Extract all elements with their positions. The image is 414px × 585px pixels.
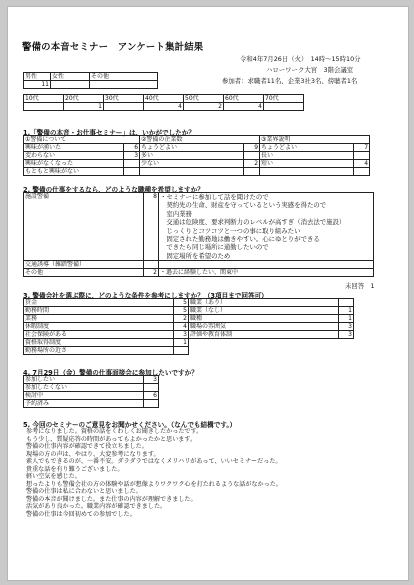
age-value: [24, 103, 64, 111]
q1-count: [244, 168, 260, 176]
q1-option: 少ない: [140, 160, 244, 168]
age-value: [264, 103, 304, 111]
q5-comments: [26, 428, 282, 518]
q4-option: 予約済み: [24, 400, 144, 408]
q3-title: 3. 警備会社を選ぶ際に、どのような条件を参考にしますか？（3項目まで回答可）: [23, 292, 268, 300]
q2-reason: 交通は危険度、要求判断力のレベルが高すぎ（消去法で施設）: [160, 218, 346, 227]
q1-header: ③業界説明: [260, 136, 370, 144]
comment-line: 素人でもできるのが、一番不安。ダラダラではなくメリハリがあって、いいセミナーだった。: [26, 458, 282, 465]
q4-count: 6: [144, 392, 159, 400]
age-header: 20代: [64, 95, 104, 103]
q4-count: [144, 400, 159, 408]
age-header: 40代: [144, 95, 184, 103]
q3-option: 職業（あり）: [189, 299, 339, 307]
q3-option: 賃金: [24, 299, 174, 307]
event-date: 令和4年7月26日（火） 14時～15時10分: [240, 55, 361, 63]
q5-title: 5. 今回のセミナーのご意見をお聞かせください。（なんでも結構です。）: [23, 421, 237, 429]
q1-count: [124, 168, 140, 176]
comment-line: 貴重な話を有り難うございました。: [26, 465, 124, 473]
attendee-summary: 参加者：求職者11名、企業3社3名、傍聴者1名: [222, 77, 358, 85]
q2-count: 2: [144, 269, 159, 277]
q4-option: 検討中: [24, 392, 144, 400]
q1-option: [140, 168, 244, 176]
age-value: 4: [144, 103, 184, 111]
q3-count: 1: [339, 315, 354, 323]
comment-line: 想ったよりも警備会社の方の体験や話が想像よりワクワク心を打たれるような話がなかった。: [26, 480, 282, 488]
gender-value: [90, 81, 158, 89]
q1-count: 3: [124, 152, 140, 160]
comment-line: もう少し、質疑応答の時間があってもよかったかと思います。: [26, 435, 197, 443]
age-table: [23, 94, 304, 111]
q1-option: 興味が湧いた: [24, 144, 124, 152]
comment-line: 参考になりました。資格の話をくわしくお聞きしたかったです。: [26, 428, 203, 435]
q3-count: 3: [339, 331, 354, 339]
comment-line: 警備の仕事内容が確認できて役立ちました。: [26, 443, 148, 450]
q2-reasons: [159, 261, 374, 269]
q3-option: 勤務場所の近さ: [24, 347, 174, 355]
gender-value: 11: [24, 81, 51, 89]
q2-reasons: [159, 193, 374, 261]
q1-count: [354, 168, 370, 176]
q2-reason: できたら同じ場所に通勤したいので: [160, 243, 269, 252]
age-value: [104, 103, 144, 111]
q1-title: 1.「警備の本音・お仕事セミナー」は、いかがでしたか？: [23, 129, 195, 137]
document-page: [7, 6, 409, 581]
comment-line: 軽い空気を感じた。: [26, 473, 81, 480]
q3-table: [23, 298, 354, 355]
q3-option: 職場の雰囲気: [189, 323, 339, 331]
q3-count: 3: [174, 331, 189, 339]
q1-option: 興味がなくなった: [24, 160, 124, 168]
q3-option: 業務: [24, 315, 174, 323]
q4-title: 4. 7月29日（金）警備の仕事面接会に参加したいですか？: [23, 369, 198, 377]
q1-option: ちょうどよい: [260, 144, 354, 152]
event-venue: ハローワーク大宮 3階会議室: [266, 66, 354, 74]
q1-option: 多い: [140, 152, 244, 160]
gender-table: [23, 72, 158, 89]
q2-option: 交通誘導（雑踏警備）: [24, 261, 144, 269]
q3-option: 職業（なし）: [189, 307, 339, 315]
gender-value: [51, 81, 90, 89]
q4-table: [23, 375, 159, 408]
age-header: 30代: [104, 95, 144, 103]
q3-option: 休暇制度: [24, 323, 174, 331]
q2-title: 2. 警備の仕事をするなら、どのような職種を希望しますか？: [23, 186, 204, 194]
q1-count: 6: [124, 144, 140, 152]
q3-option: 資格取得制度: [24, 339, 174, 347]
age-header: 60代: [224, 95, 264, 103]
age-header: 70代: [264, 95, 304, 103]
q3-option: 職種: [189, 315, 339, 323]
q1-count: [124, 160, 140, 168]
q3-count: 1: [174, 339, 189, 347]
q1-count: 2: [244, 160, 260, 168]
page-title: 警備の本音セミナー アンケート集計結果: [22, 42, 204, 53]
q3-option: 評価や教育体制: [189, 331, 339, 339]
age-value: 4: [224, 103, 264, 111]
q2-reason: 契約先の生命、財産を守っているという実感を得たので: [160, 201, 327, 210]
q2-reason: 固定場所を希望のため: [160, 251, 231, 260]
q3-count: 4: [174, 323, 189, 331]
gender-header: 男性: [24, 73, 51, 81]
age-header: 10代: [24, 95, 64, 103]
q2-option: 施設警備: [24, 193, 144, 261]
q2-count: [144, 261, 159, 269]
comment-line: 警備の仕事は今回初めての参加でした。: [26, 510, 136, 518]
q1-count: 7: [354, 144, 370, 152]
q4-count: [144, 384, 159, 392]
q1-header: ①警備について: [24, 136, 140, 144]
q1-count: 9: [244, 144, 260, 152]
q1-option: 変わらない: [24, 152, 124, 160]
age-value: 1: [64, 103, 104, 111]
q2-table: [23, 192, 374, 277]
q4-option: 参加したい: [24, 376, 144, 384]
q4-count: 3: [144, 376, 159, 384]
q2-reason: ・過去に経験したい、関東中: [159, 269, 374, 277]
comment-line: 警備の仕事は私に合わないと思いました。: [26, 488, 142, 495]
q1-option: ちょうどよい: [140, 144, 244, 152]
q2-reason: 室内業務: [160, 209, 192, 218]
age-header: 50代: [184, 95, 224, 103]
q3-count: 5: [174, 307, 189, 315]
gender-header: その他: [90, 73, 158, 81]
age-value: 2: [184, 103, 224, 111]
comment-line: 警備の本音が聞けました。また仕事の内容が理解できました。: [26, 495, 197, 503]
q3-count: 3: [339, 323, 354, 331]
comment-line: 活気があり良かった。職業内容が確認できました。: [26, 503, 167, 510]
q2-reason: ・セミナーに参加して話を聞けたので: [160, 193, 269, 201]
q1-count: 4: [354, 160, 370, 168]
q1-header: ②警備の企業数: [140, 136, 260, 144]
q1-option: [260, 168, 354, 176]
q1-option: もともと興味がない: [24, 168, 124, 176]
q2-footnote: 未回答 1: [345, 282, 375, 290]
q2-count: 8: [144, 193, 159, 261]
q3-count: [174, 347, 189, 355]
comment-line: 現場の方の声は、やはり、大変参考になります。: [26, 450, 160, 458]
q3-option: 社会保険がある: [24, 331, 174, 339]
q3-option: 勤務時間: [24, 307, 174, 315]
q1-table: [23, 135, 370, 176]
q3-count: 5: [174, 299, 189, 307]
q1-option: 短い: [260, 160, 354, 168]
q2-reason: じっくりとコツコツと一つの事に取り組みたい: [160, 226, 301, 235]
q2-option: その他: [24, 269, 144, 277]
q3-count: 1: [339, 307, 354, 315]
q1-option: 長い: [260, 152, 354, 160]
q3-count: 2: [174, 315, 189, 323]
q1-count: [244, 152, 260, 160]
q3-count: [339, 299, 354, 307]
gender-header: 女性: [51, 73, 90, 81]
q2-reason: 固定された勤務地は働きやすい。心にゆとりができる: [160, 235, 320, 244]
q4-option: 参加したくない: [24, 384, 144, 392]
q1-count: [354, 152, 370, 160]
